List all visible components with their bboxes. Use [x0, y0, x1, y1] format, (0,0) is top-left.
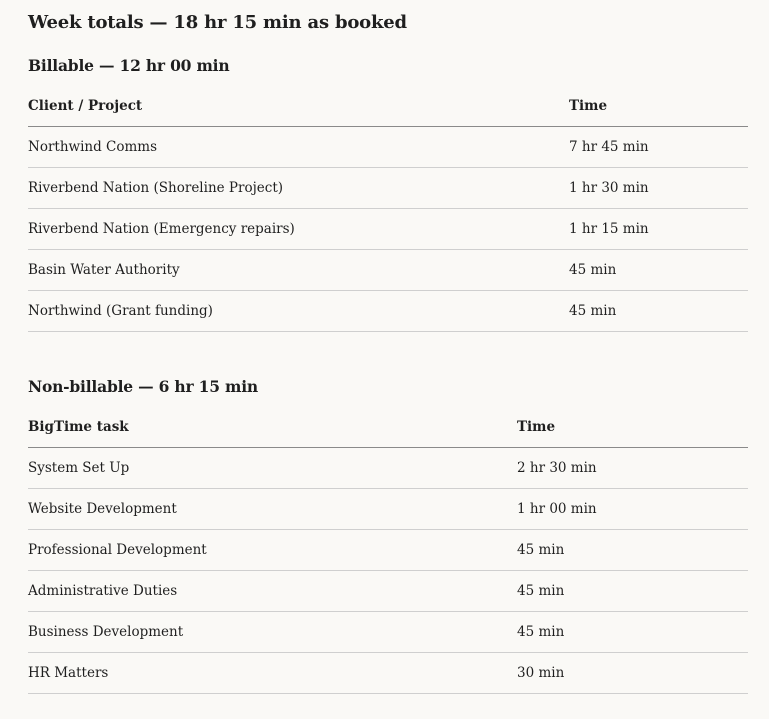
- task-cell: Business Development: [28, 612, 517, 653]
- task-cell: System Set Up: [28, 448, 517, 489]
- table-row: [28, 127, 748, 168]
- time-cell: 7 hr 45 min: [569, 127, 748, 168]
- table-row: [28, 612, 748, 653]
- time-cell: 1 hr 15 min: [569, 209, 748, 250]
- time-cell: 2 hr 30 min: [517, 448, 748, 489]
- time-cell: 45 min: [569, 291, 748, 332]
- table-header-row: [28, 86, 748, 127]
- column-header-time: Time: [517, 407, 748, 448]
- table-row: [28, 448, 748, 489]
- table-row: [28, 291, 748, 332]
- column-header-time: Time: [569, 86, 748, 127]
- client-project-cell: Northwind Comms: [28, 127, 569, 168]
- task-cell: Professional Development: [28, 530, 517, 571]
- table-row: [28, 489, 748, 530]
- table-row: [28, 168, 748, 209]
- client-project-cell: Riverbend Nation (Shoreline Project): [28, 168, 569, 209]
- billable-heading: Billable — 12 hr 00 min: [28, 56, 230, 75]
- time-cell: 30 min: [517, 653, 748, 694]
- page-title: Week totals — 18 hr 15 min as booked: [28, 12, 407, 33]
- task-cell: HR Matters: [28, 653, 517, 694]
- billable-table: [28, 86, 748, 332]
- time-cell: 45 min: [517, 571, 748, 612]
- time-cell: 1 hr 30 min: [569, 168, 748, 209]
- table-row: [28, 653, 748, 694]
- table-row: [28, 530, 748, 571]
- non-billable-table: [28, 407, 748, 694]
- table-row: [28, 250, 748, 291]
- time-cell: 45 min: [569, 250, 748, 291]
- table-row: [28, 209, 748, 250]
- client-project-cell: Basin Water Authority: [28, 250, 569, 291]
- client-project-cell: Northwind (Grant funding): [28, 291, 569, 332]
- time-cell: 1 hr 00 min: [517, 489, 748, 530]
- table-header-row: [28, 407, 748, 448]
- task-cell: Administrative Duties: [28, 571, 517, 612]
- client-project-cell: Riverbend Nation (Emergency repairs): [28, 209, 569, 250]
- column-header-bigtime-task: BigTime task: [28, 407, 517, 448]
- task-cell: Website Development: [28, 489, 517, 530]
- non-billable-heading: Non-billable — 6 hr 15 min: [28, 377, 258, 396]
- time-cell: 45 min: [517, 612, 748, 653]
- table-row: [28, 571, 748, 612]
- column-header-client-project: Client / Project: [28, 86, 569, 127]
- time-cell: 45 min: [517, 530, 748, 571]
